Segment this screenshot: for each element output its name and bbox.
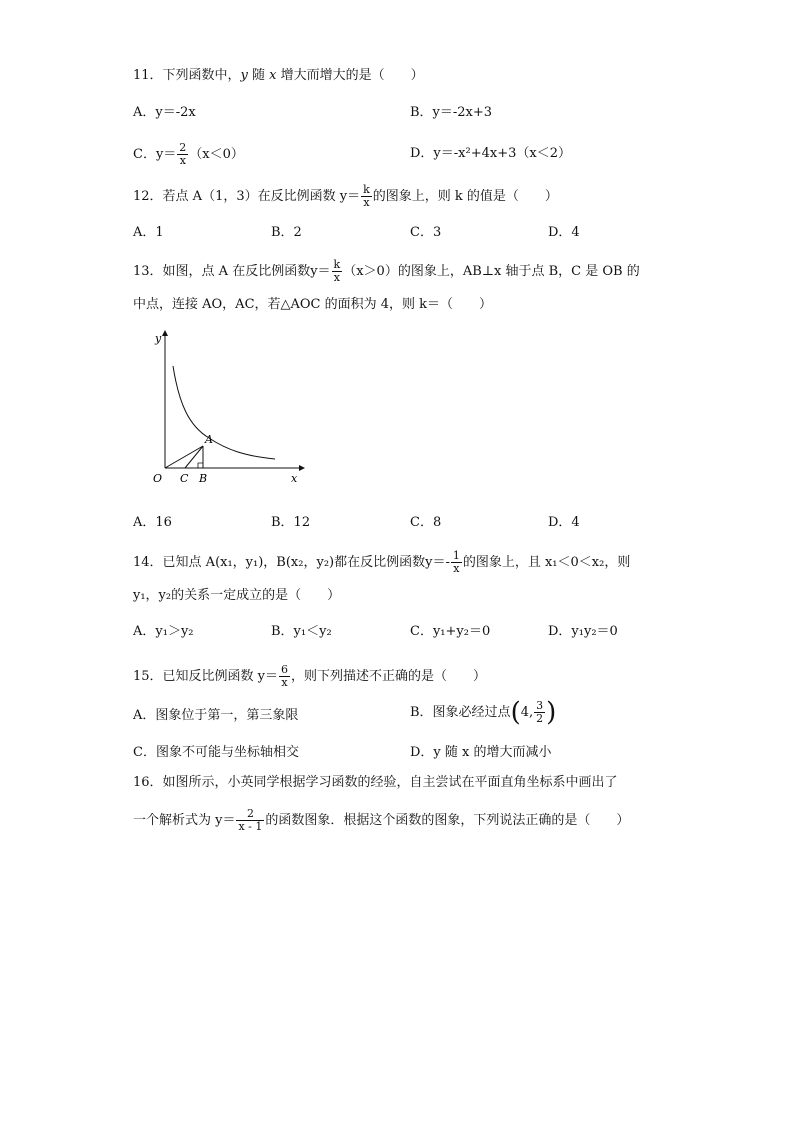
fraction [332, 259, 343, 284]
q14-stem-a: 14．已知点 A(x₁，y₁)，B(x₂，y₂)都在反比例函数y＝- [133, 555, 450, 570]
graph-label-o: O [153, 472, 163, 485]
q15-stem-b: ，则下列描述不正确的是（ ） [291, 669, 487, 684]
right-angle-mark [198, 463, 203, 468]
q14-option-c[interactable]: C．y₁+y₂＝0 [410, 624, 491, 639]
q14-option-a[interactable]: A．y₁＞y₂ [133, 624, 194, 639]
q11-option-d[interactable]: D．y＝-x²+4x+3（x＜2） [410, 146, 571, 161]
fraction-den: x [453, 562, 460, 575]
q12-option-b[interactable]: B．2 [271, 225, 302, 240]
fraction-den: x [363, 196, 370, 209]
q13-option-b[interactable]: B．12 [271, 515, 311, 530]
fraction-den: x [281, 676, 288, 689]
q13-stem-line2: 中点，连接 AO，AC，若△AOC 的面积为 4，则 k＝（ ） [133, 297, 493, 312]
fraction-num: k [363, 183, 370, 196]
q11-var-y: y [240, 68, 248, 83]
q15-option-a[interactable]: A．图象位于第一，第三象限 [133, 708, 299, 723]
q12-stem-a: 12．若点 A（1，3）在反比例函数 y＝ [133, 189, 361, 204]
fraction [534, 700, 545, 725]
q14-stem-b: 的图象上，且 x₁＜0＜x₂，则 [462, 555, 631, 570]
fraction-num: 2 [179, 141, 187, 154]
q15-option-b-point-x: 4, [520, 705, 534, 720]
paren-left: ( [510, 697, 521, 728]
q11-var-x: x [269, 68, 277, 83]
q15-option-b[interactable] [410, 697, 557, 728]
fraction-den: x [333, 271, 340, 284]
segment-ac [185, 446, 203, 468]
q16-stem-line2 [133, 808, 629, 833]
y-axis-arrow-icon [162, 330, 168, 336]
q14-option-d[interactable]: D．y₁y₂＝0 [548, 624, 618, 639]
q13-stem-b: （x＞0）的图象上，AB⊥x 轴于点 B，C 是 OB 的 [343, 264, 640, 279]
q13-option-d[interactable]: D．4 [548, 515, 580, 530]
q12-stem-b: 的图象上，则 k 的值是（ ） [372, 189, 558, 204]
fraction-den: x [179, 154, 186, 167]
x-axis-arrow-icon [299, 465, 305, 471]
q11-stem-c: 增大而增大的是（ ） [276, 68, 424, 83]
fraction-den: x - 1 [238, 820, 263, 833]
q13-option-a[interactable]: A．16 [133, 515, 172, 530]
q15-stem-a: 15．已知反比例函数 y＝ [133, 669, 279, 684]
fraction-num: k [333, 258, 341, 271]
q11-option-c-pre: C．y＝ [133, 147, 177, 162]
q13-graph [135, 322, 315, 492]
q13-stem-a: 13．如图，点 A 在反比例函数y＝ [133, 264, 331, 279]
q12-stem [133, 184, 558, 209]
graph-label-y: y [155, 332, 162, 345]
q11-option-c-post: （x＜0） [189, 147, 244, 162]
q16-stem-b: 的函数图象．根据这个函数的图象，下列说法正确的是（ ） [265, 813, 630, 828]
q14-stem-line1 [133, 550, 630, 575]
fraction-num: 6 [281, 663, 289, 676]
q15-option-c[interactable]: C．图象不可能与坐标轴相交 [133, 745, 299, 760]
q14-option-b[interactable]: B．y₁＜y₂ [271, 624, 332, 639]
q13-option-c[interactable]: C．8 [410, 515, 442, 530]
fraction [177, 142, 188, 167]
q11-stem [133, 67, 424, 85]
graph-label-x: x [291, 472, 298, 485]
hyperbola-curve [173, 366, 275, 459]
q12-option-c[interactable]: C．3 [410, 225, 442, 240]
fraction-num: 2 [236, 808, 264, 821]
graph-label-c: C [180, 472, 189, 485]
graph-label-a: A [205, 433, 213, 446]
q16-stem-line1: 16．如图所示，小英同学根据学习函数的经验，自主尝试在平面直角坐标系中画出了 [133, 775, 618, 790]
fraction [236, 808, 264, 833]
q11-stem-a: 11．下列函数中， [133, 68, 241, 83]
fraction-num: 3 [536, 699, 544, 712]
graph-label-b: B [199, 472, 208, 485]
q13-stem-line1 [133, 259, 640, 284]
q15-option-b-pre: B．图象必经过点 [410, 705, 511, 720]
segment-ao [165, 446, 203, 468]
q11-option-a[interactable]: A．y＝-2x [133, 105, 196, 120]
q12-option-a[interactable]: A．1 [133, 225, 164, 240]
fraction [361, 184, 372, 209]
q11-stem-b: 随 [247, 68, 270, 83]
q11-option-b[interactable]: B．y＝-2x+3 [410, 105, 493, 120]
fraction-num: 1 [452, 549, 460, 562]
q15-stem [133, 664, 486, 689]
fraction-den: 2 [536, 712, 544, 725]
fraction [451, 550, 462, 575]
fraction [279, 664, 290, 689]
q15-option-d[interactable]: D．y 随 x 的增大而减小 [410, 745, 552, 760]
q16-stem-a: 一个解析式为 y＝ [133, 813, 236, 828]
paren-right: ) [546, 697, 557, 728]
q14-stem-line2: y₁，y₂的关系一定成立的是（ ） [133, 588, 341, 603]
q11-option-c[interactable] [133, 142, 244, 167]
q12-option-d[interactable]: D．4 [548, 225, 580, 240]
